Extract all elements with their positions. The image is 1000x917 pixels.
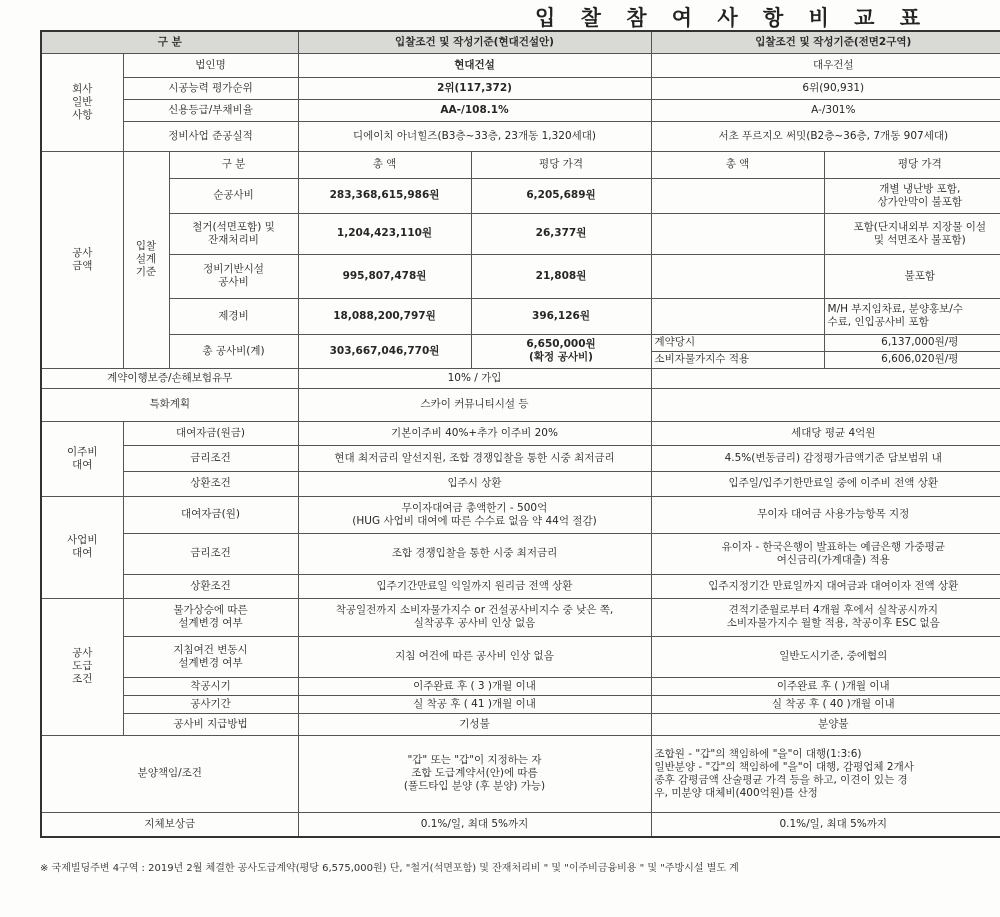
cell-a-total: 1,204,423,110원 <box>298 213 471 254</box>
row-label: 지침여건 변동시 설계변경 여부 <box>123 636 298 677</box>
cell-b: 서초 푸르지오 써밋(B2층~36층, 7개동 907세대) <box>651 121 1000 151</box>
group-company: 회사 일반 사항 <box>41 53 123 151</box>
row-label: 계약이행보증/손해보험유무 <box>41 368 298 388</box>
cost-header-row <box>41 151 1000 178</box>
table-row <box>41 445 1000 471</box>
table-row <box>41 213 1000 254</box>
row-label: 시공능력 평가순위 <box>123 77 298 99</box>
cell-a: 2위(117,372) <box>298 77 651 99</box>
table-row <box>41 636 1000 677</box>
row-label: 착공시기 <box>123 677 298 695</box>
table-row <box>41 713 1000 735</box>
cost-header-per-b: 평당 가격 <box>824 151 1000 178</box>
header-gubun: 구 분 <box>41 31 298 53</box>
cell-a-total: 18,088,200,797원 <box>298 298 471 334</box>
cell-a: 실 착공 후 ( 41 )개월 이내 <box>298 695 651 713</box>
cell-b-per: M/H 부지임차료, 분양홍보/수 수료, 인입공사비 포함 <box>824 298 1000 334</box>
table-row <box>41 421 1000 445</box>
row-label: 제경비 <box>169 298 298 334</box>
cell-b-sublabel: 소비자물가지수 적용 <box>651 351 824 368</box>
table-row <box>41 574 1000 598</box>
table-row <box>41 53 1000 77</box>
cost-header-per-a: 평당 가격 <box>471 151 651 178</box>
cell-a-per: 6,650,000원 (확정 공사비) <box>471 334 651 368</box>
cell-a-per: 396,126원 <box>471 298 651 334</box>
table-row <box>41 695 1000 713</box>
cell-a: 착공일전까지 소비자물가지수 or 건설공사비지수 중 낮은 쪽, 실착공후 공사비 인상 없음 <box>298 598 651 636</box>
cell-a: 이주완료 후 ( 3 )개월 이내 <box>298 677 651 695</box>
cell-b: 입주지정기간 만료일까지 대여금과 대여이자 전액 상환 <box>651 574 1000 598</box>
cell-b-total <box>651 298 824 334</box>
table-row <box>41 99 1000 121</box>
group-cost: 공사 금액 <box>41 151 123 368</box>
cell-b: 견적기준월로부터 4개월 후에서 실착공시까지 소비자물가지수 월할 적용, 착공이후 ESC 없음 <box>651 598 1000 636</box>
row-label: 법인명 <box>123 53 298 77</box>
row-label: 상환조건 <box>123 574 298 598</box>
row-label: 대여자금(원금) <box>123 421 298 445</box>
cell-a: 입주기간만료일 익일까지 원리금 전액 상환 <box>298 574 651 598</box>
row-label: 금리조건 <box>123 445 298 471</box>
table-row <box>41 677 1000 695</box>
cell-b: 4.5%(변동금리) 감정평가금액기준 담보범위 내 <box>651 445 1000 471</box>
cell-a: 10% / 가입 <box>298 368 651 388</box>
cell-a: 입주시 상환 <box>298 471 651 496</box>
cell-b-total <box>651 254 824 298</box>
cell-b: 분양불 <box>651 713 1000 735</box>
table-row <box>41 368 1000 388</box>
table-row <box>41 471 1000 496</box>
group-contract-terms: 공사 도급 조건 <box>41 598 123 735</box>
row-label: 정비기반시설 공사비 <box>169 254 298 298</box>
cell-a: 0.1%/일, 최대 5%까지 <box>298 812 651 837</box>
cell-a: 기성불 <box>298 713 651 735</box>
cell-a: 조합 경쟁입찰을 통한 시중 최저금리 <box>298 533 651 574</box>
cost-header-gubun: 구 분 <box>169 151 298 178</box>
row-label: 상환조건 <box>123 471 298 496</box>
table-row <box>41 496 1000 533</box>
cell-b-sublabel: 계약당시 <box>651 334 824 351</box>
table-row <box>41 178 1000 213</box>
cell-b: 0.1%/일, 최대 5%까지 <box>651 812 1000 837</box>
table-row <box>41 812 1000 837</box>
cell-a: 현대건설 <box>298 53 651 77</box>
subgroup-bid-design: 입찰 설계 기준 <box>123 151 169 368</box>
cell-a-per: 21,808원 <box>471 254 651 298</box>
table-row <box>41 735 1000 812</box>
cell-a: 현대 최저금리 알선지원, 조합 경쟁입찰을 통한 시중 최저금리 <box>298 445 651 471</box>
cell-b-per: 포함(단지내외부 지장물 이설 및 석면조사 불포함) <box>824 213 1000 254</box>
cell-b-per: 개별 냉난방 포함, 상가안막이 불포함 <box>824 178 1000 213</box>
cell-b: 실 착공 후 ( 40 )개월 이내 <box>651 695 1000 713</box>
table-row <box>41 298 1000 334</box>
total-row <box>41 334 1000 351</box>
comparison-table <box>40 30 1000 838</box>
cell-b-per: 불포함 <box>824 254 1000 298</box>
row-label: 공사기간 <box>123 695 298 713</box>
cell-b: 조합원 - "갑"의 책임하에 "을"이 대행(1:3:6) 일반분양 - "갑"의 책임하에 "을"이 대행, 감평업체 2개사 종후 감평금액 산술평균 가격 등을 하고, 이견이 있는 경 우, 미분양 대체비(400억원)를 산정 <box>651 735 1000 812</box>
cell-a: 스카이 커뮤니티시설 등 <box>298 388 651 421</box>
cell-a: 지침 여건에 따른 공사비 인상 없음 <box>298 636 651 677</box>
cell-b: 대우건설 <box>651 53 1000 77</box>
cell-b-total <box>651 178 824 213</box>
cell-b: 이주완료 후 ( )개월 이내 <box>651 677 1000 695</box>
row-label: 순공사비 <box>169 178 298 213</box>
cell-b: A-/301% <box>651 99 1000 121</box>
cell-a: AA-/108.1% <box>298 99 651 121</box>
row-label: 특화계획 <box>41 388 298 421</box>
row-label: 총 공사비(계) <box>169 334 298 368</box>
row-label: 물가상승에 따른 설계변경 여부 <box>123 598 298 636</box>
cost-header-total-b: 총 액 <box>651 151 824 178</box>
header-col-a: 입찰조건 및 작성기준(현대건설안) <box>298 31 651 53</box>
cell-b <box>651 368 1000 388</box>
row-label: 분양책임/조건 <box>41 735 298 812</box>
cell-a-per: 26,377원 <box>471 213 651 254</box>
cell-a: "갑" 또는 "갑"이 지정하는 자 조합 도급계약서(안)에 따름 (풀드타입 분양 (후 분양) 가능) <box>298 735 651 812</box>
cell-b: 유이자 - 한국은행이 발표하는 예금은행 가중평균 여신금리(가계대출) 적용 <box>651 533 1000 574</box>
header-col-b: 입찰조건 및 작성기준(전면2구역) <box>651 31 1000 53</box>
cell-a-total: 303,667,046,770원 <box>298 334 471 368</box>
table-row <box>41 121 1000 151</box>
row-label: 정비사업 준공실적 <box>123 121 298 151</box>
cell-b-value: 6,606,020원/평 <box>824 351 1000 368</box>
cell-a-total: 283,368,615,986원 <box>298 178 471 213</box>
cell-a: 디에이치 아너힐즈(B3층~33층, 23개동 1,320세대) <box>298 121 651 151</box>
cell-a-total: 995,807,478원 <box>298 254 471 298</box>
row-label: 신용등급/부채비율 <box>123 99 298 121</box>
document-title: 입 찰 참 여 사 항 비 교 표 <box>535 2 929 35</box>
cell-a: 기본이주비 40%+추가 이주비 20% <box>298 421 651 445</box>
footnote: ※ 국제빌딩주변 4구역 : 2019년 2월 체결한 공사도급계약(평당 6,575,000원) 단, "철거(석면포함) 및 잔재처리비 " 및 "이주비금융비용 " 및 "주방시설 별도 계 <box>40 863 739 874</box>
cell-a: 무이자대여금 총액한기 - 500억 (HUG 사업비 대여에 따른 수수료 없음 약 44억 절감) <box>298 496 651 533</box>
cell-b: 무이자 대여금 사용가능항목 지정 <box>651 496 1000 533</box>
row-label: 금리조건 <box>123 533 298 574</box>
table-row <box>41 254 1000 298</box>
cell-b: 입주일/입주기한만료일 중에 이주비 전액 상환 <box>651 471 1000 496</box>
cell-b <box>651 388 1000 421</box>
cell-a-per: 6,205,689원 <box>471 178 651 213</box>
cell-b-value: 6,137,000원/평 <box>824 334 1000 351</box>
cell-b: 세대당 평균 4억원 <box>651 421 1000 445</box>
cell-b: 6위(90,931) <box>651 77 1000 99</box>
row-label: 철거(석면포함) 및 잔재처리비 <box>169 213 298 254</box>
row-label: 지체보상금 <box>41 812 298 837</box>
row-label: 대여자금(원) <box>123 496 298 533</box>
table-row <box>41 388 1000 421</box>
table-row <box>41 77 1000 99</box>
table-row <box>41 598 1000 636</box>
cell-b: 일반도시기준, 중에협의 <box>651 636 1000 677</box>
row-label: 공사비 지급방법 <box>123 713 298 735</box>
group-relocation-loan: 이주비 대여 <box>41 421 123 496</box>
cost-header-total-a: 총 액 <box>298 151 471 178</box>
cell-b-total <box>651 213 824 254</box>
group-project-loan: 사업비 대여 <box>41 496 123 598</box>
header-row <box>41 31 1000 53</box>
table-row <box>41 533 1000 574</box>
